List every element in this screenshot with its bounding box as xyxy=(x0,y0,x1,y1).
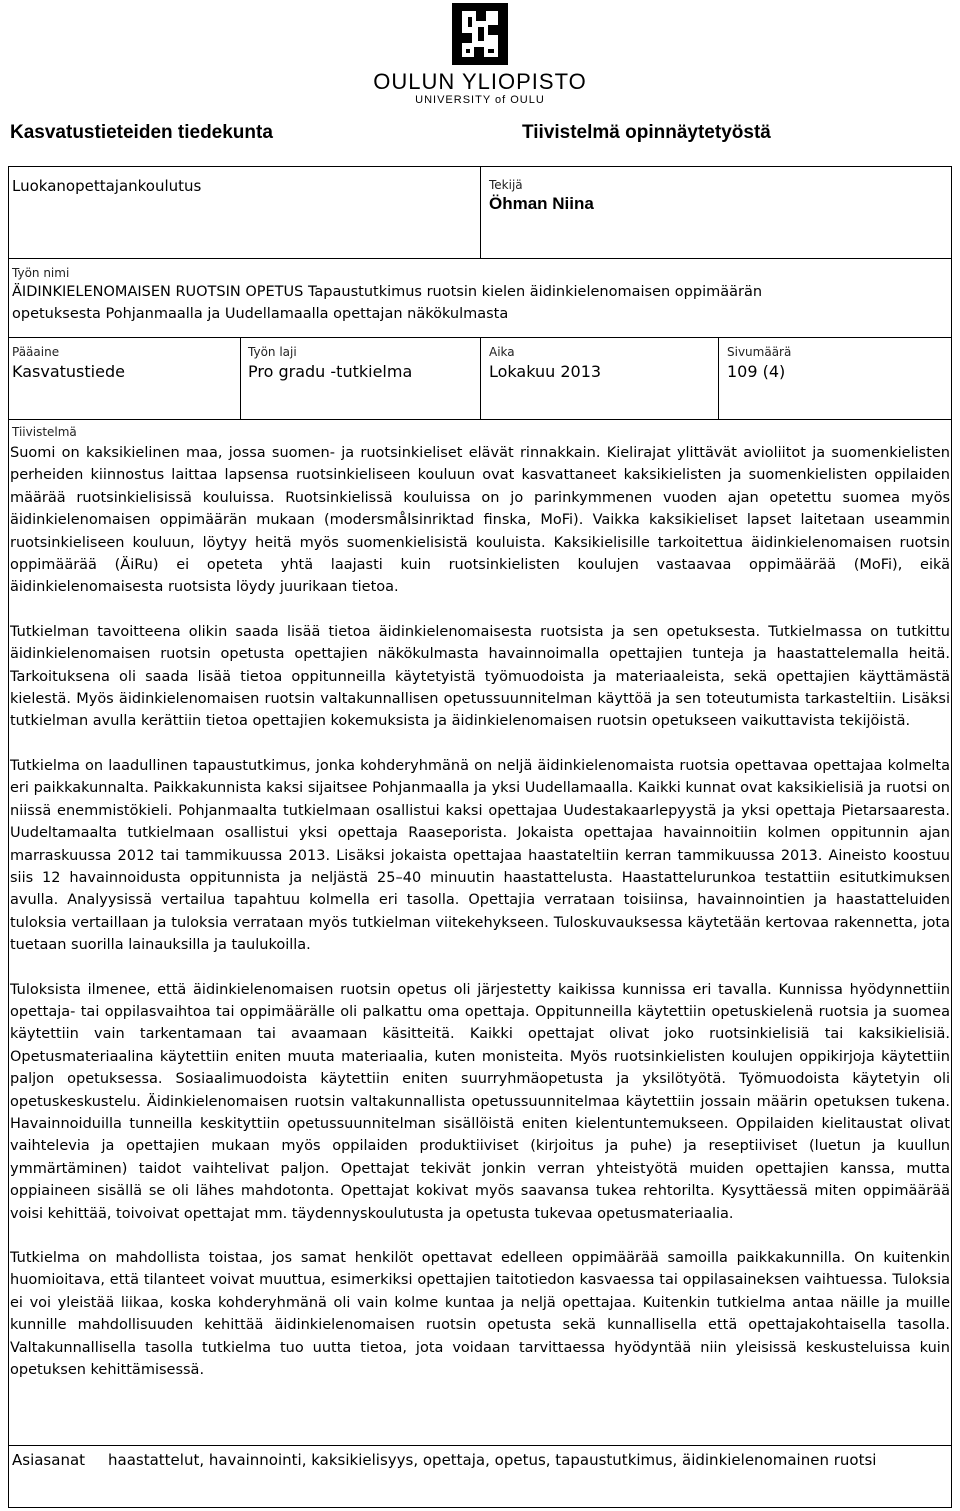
keywords-value: haastattelut, havainnointi, kaksikielisyys, opettaja, opetus, tapaustutkimus, äidinkielenomainen ruotsi xyxy=(108,1451,877,1469)
abstract-top-divider xyxy=(8,419,952,420)
major-value: Kasvatustiede xyxy=(12,362,125,381)
meta-divider-1 xyxy=(240,337,241,419)
abstract-label: Tiivistelmä xyxy=(12,425,77,439)
box-bottom-border xyxy=(8,1507,952,1508)
title-top-divider xyxy=(8,258,952,259)
title-line-2: opetuksesta Pohjanmaalla ja Uudellamaalla opettajan näkökulmasta xyxy=(12,306,509,322)
page-count-label: Sivumäärä xyxy=(727,345,792,359)
abstract-paragraph: Suomi on kaksikielinen maa, jossa suomen- ja ruotsinkieliset elävät rinnakkain. Kielirajat ylittävät avioliitot ja suomenkielisten perheiden kiinnostus laittaa lapsensa ruotsinkieliseen kouluun ovat kasvattaneet kaksikielisten ja suomenkielisten oppilaiden määrää ruotsinkielisissä kouluissa. Ruotsinkielissä kouluissa on jo parinkymmenen vuoden ajan opetettu suomea myös äidinkielenomaisen oppimäärän mukaan (modersmålsinriktad finska, MoFi). Vaikka kaksikieliset lapset laitetaan useammin ruotsinkieliseen kouluun, löytyy heitä myös suomenkielisistä kouluista. Kaksikielisille tarkoitettua äidinkielenomaisen ruotsin oppimäärää (ÄiRu) ei opeteta yhtä laajasti kuin ruotsinkielisten koulujen vastaavaa oppimäärää (MoFi), eikä äidinkielenomaisesta ruotsista löydy juurikaan tietoa. xyxy=(10,445,950,596)
author-divider xyxy=(480,166,481,258)
meta-divider-2 xyxy=(480,337,481,419)
faculty-title: Kasvatustieteiden tiedekunta xyxy=(10,122,273,143)
university-name: OULUN YLIOPISTO xyxy=(373,69,587,94)
author-name: Öhman Niina xyxy=(489,194,594,213)
work-type-label: Työn laji xyxy=(248,345,297,359)
keywords-label: Asiasanat xyxy=(12,1451,86,1469)
author-label: Tekijä xyxy=(489,178,523,192)
keywords-top-divider xyxy=(8,1445,952,1446)
abstract-paragraph: Tutkielman tavoitteena olikin saada lisää tietoa äidinkielenomaisesta ruotsista ja sen opetuksesta. Tutkielmassa on tutkittu äidinkielenomaisen ruotsin opetusta opettajien näkökulmasta havainnoimalla opettajien tunteja ja haastattelemalla heitä. Tarkoituksena oli saada lisää tietoa oppitunneilla käytetyistä työmuodoista ja materiaaleista, sekä opettajien käyttämästä kielestä. Myös äidinkielenomaisen ruotsin valtakunnallisen opetussuunnitelman käyttöä ja sen toteutumista tarkasteltiin. Lisäksi tutkielman avulla kerättiin tietoa opettajien kokemuksista ja äidinkielenomaisen ruotsin opetukseen vaikuttavista tekijöistä. xyxy=(10,623,950,730)
abstract-body xyxy=(10,442,950,1403)
work-type-value: Pro gradu -tutkielma xyxy=(248,362,413,381)
major-label: Pääaine xyxy=(12,345,60,359)
time-value: Lokakuu 2013 xyxy=(489,362,602,381)
abstract-paragraph: Tuloksista ilmenee, että äidinkielenomaisen ruotsin opetus oli järjestetty kaikissa kunnissa eri tavalla. Kunnissa hyödynnettiin opettaja- tai oppilasvaihtoa tai oppimäärälle oli palkattu oma opettaja. Oppitunneilla käytettiin opetuskielenä ruotsia ja suomea käytettiin vain tarkentamaan tai avaamaan käsitteitä. Kaikki opettajat olivat joko ruotsinkielisiä tai kaksikielisiä. Opetusmateriaalina käytettiin eniten muuta materiaalia, kuten monisteita. Myös ruotsinkielisten koulujen oppikirjoja käytettiin paljon opetuksessa. Sosiaalimuodoista käytettiin eniten suurryhmäopetusta ja yksilötyötä. Työmuodoista käytetyin oli opetuskeskustelu. Äidinkielenomaisen ruotsin valtakunnallista opetussuunnitelmaa käytettiin jossain määrin opetuksen tukena. Havainnoiduilla tunneilla keskityttiin opetussuunnitelman sisällöistä eniten kielentuntemukseen. Oppilaiden kielitaustat olivat vaihtelevia ja opettajien mukaan myös oppilaiden produktiiviset (kirjoitus ja puhe) ja reseptiiviset (luetun ja kuullun ymmärtäminen) taidot vaihtelivat paljon. Opettajat tekivät jonkin verran yhteistyötä muiden opettajien kanssa, mutta oppiaineen sisällä se oli lähes mahdotonta. Opettajat kokivat myös saavansa tukea rehtorilta. Kysyttäessä miten oppimäärää voisi kehittää, toivoivat opettajat mm. täydennyskoulutusta ja opetusta tukevaa opetusmateriaalia. xyxy=(10,981,950,1222)
meta-divider-3 xyxy=(718,337,719,419)
university-emblem-icon xyxy=(452,3,508,65)
document-type-title: Tiivistelmä opinnäytetyöstä xyxy=(522,122,771,143)
department: Luokanopettajankoulutus xyxy=(12,177,202,195)
title-line-1: ÄIDINKIELENOMAISEN RUOTSIN OPETUS Tapaustutkimus ruotsin kielen äidinkielenomaisen oppimäärän xyxy=(12,284,763,300)
title-label: Työn nimi xyxy=(12,266,70,280)
time-label: Aika xyxy=(489,345,515,359)
box-right-border xyxy=(951,166,952,1508)
university-subname: UNIVERSITY of OULU xyxy=(415,94,545,106)
box-left-border xyxy=(8,166,9,1508)
university-logo xyxy=(360,3,600,108)
abstract-paragraph: Tutkielma on laadullinen tapaustutkimus, jonka kohderyhmänä on neljä äidinkielenomaista ruotsia opettavaa opettajaa kolmelta eri paikkakunnalta. Paikkakunnista kaksi sijaitsee Pohjanmaalla ja yksi Uudellamaalla. Kaikki kunnat ovat kaksikielisiä ja ruotsi on niissä enemmistökieli. Pohjanmaalta tutkielmaan osallistui kaksi opettajaa Uudestakaarlepyystä ja yksi opettaja Pietarsaaresta. Uudeltamaalta tutkielmaan osallistui yksi opettaja Raaseporista. Jokaista opettajaa havainnoitiin kolmen oppitunnin ajan marraskuussa 2012 tai tammikuussa 2013. Lisäksi jokaista opettajaa haastateltiin kerran tammikuussa 2013. Aineisto koostuu siis 12 havainnoidusta oppitunnista ja neljästä 25–40 minuutin haastattelusta. Haastattelurunkoa testattiin esitutkimuksen avulla. Analyysissä vertailua tapahtuu kolmella eri tasolla. Opettajia verrataan toisiinsa, havainnointien ja haastatteluiden tuloksia vertaillaan ja tuloksia verrataan myös tutkielman viitekehykseen. Tuloskuvauksessa käytetään kertovaa rakennetta, jota tuetaan suorilla lainauksilla ja taulukoilla. xyxy=(10,757,950,954)
page-count-value: 109 (4) xyxy=(727,362,786,381)
abstract-paragraph: Tutkielma on mahdollista toistaa, jos samat henkilöt opettavat edelleen oppimäärää samoilla paikkakunnilla. On kuitenkin huomioitava, että tilanteet voivat muuttua, esimerkiksi opettajien taitotiedon kasvaessa tai oppilasaineksen vaihtuessa. Tuloksia ei voi yleistää liikaa, koska kohderyhmänä oli vain kolme kuntaa ja neljä opettajaa. Kuitenkin tutkielma antaa näille ja muille kunnille mahdollisuuden kehittää äidinkielenomaisen ruotsin opetusta sekä kunnallisella että opettajakohtaisella tasolla. Valtakunnallisella tasolla tutkielma tuo uutta tietoa, jota voidaan tarvittaessa hyödyntää niin yleisissä keskusteluissa kuin opetuksen kehittämisessä. xyxy=(10,1250,950,1379)
